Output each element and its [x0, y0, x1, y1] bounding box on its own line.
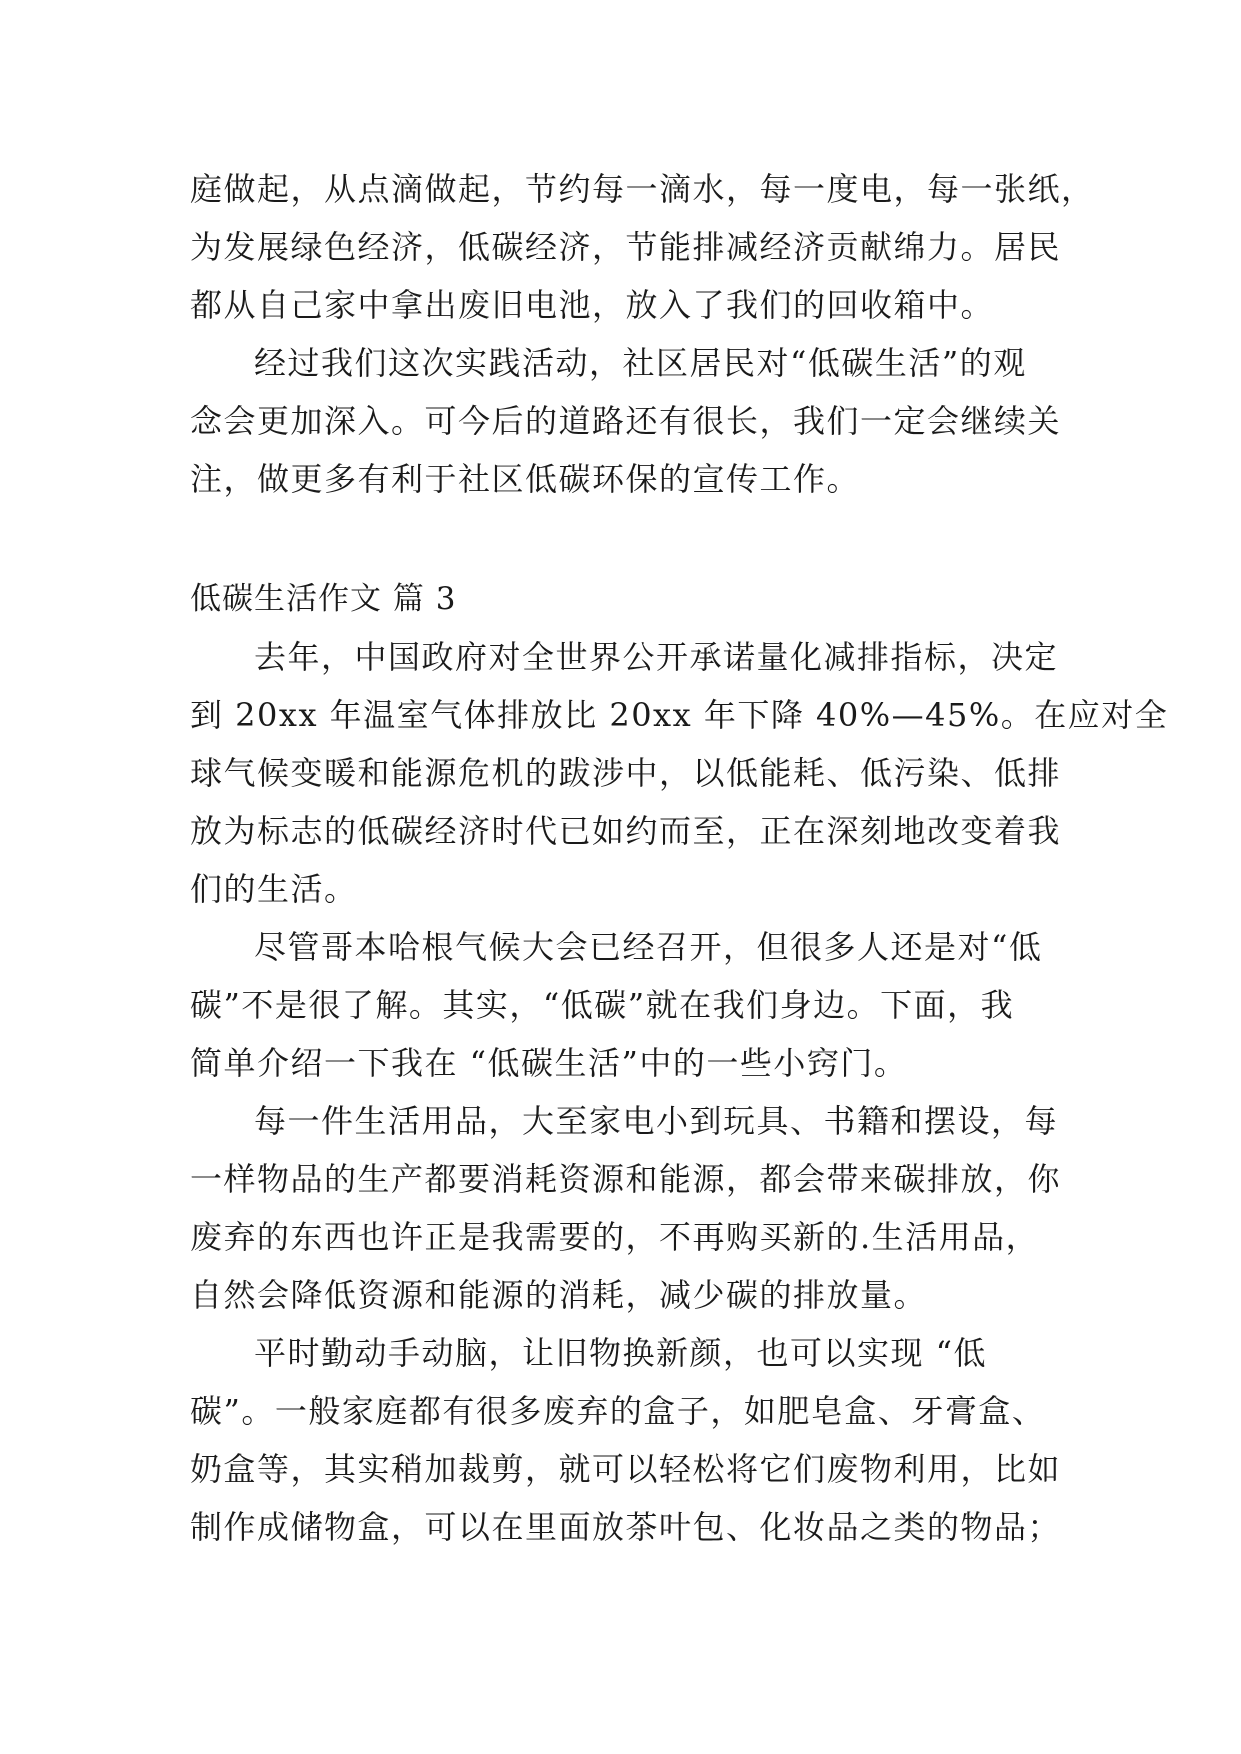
text-line: 简单介绍一下我在 “低碳生活”中的一些小窍门。 — [190, 1044, 908, 1082]
text-line: 们的生活。 — [190, 870, 358, 908]
text-line: 都从自己家中拿出废旧电池，放入了我们的回收箱中。 — [190, 286, 995, 324]
section-heading — [190, 570, 1050, 628]
text-line: 庭做起，从点滴做起，节约每一滴水，每一度电，每一张纸， — [190, 170, 1095, 208]
paragraph-4 — [190, 918, 1050, 1092]
text-line: 球气候变暖和能源危机的跋涉中，以低能耗、低污染、低排 — [190, 754, 1062, 792]
text-line: 碳”不是很了解。其实，“低碳”就在我们身边。下面，我 — [190, 986, 1015, 1024]
text-line: 废弃的东西也许正是我需要的，不再购买新的.生活用品， — [190, 1218, 1040, 1256]
text-line: 平时勤动手动脑，让旧物换新颜，也可以实现 “低 — [254, 1334, 988, 1372]
text-line: 自然会降低资源和能源的消耗，减少碳的排放量。 — [190, 1276, 928, 1314]
text-line: 念会更加深入。可今后的道路还有很长，我们一定会继续关 — [190, 402, 1062, 440]
text-line: 每一件生活用品，大至家电小到玩具、书籍和摆设，每 — [254, 1102, 1059, 1140]
text-line: 放为标志的低碳经济时代已如约而至，正在深刻地改变着我 — [190, 812, 1062, 850]
document-body — [190, 160, 1169, 1556]
text-line: 到 20xx 年温室气体排放比 20xx 年下降 40%—45%。在应对全 — [190, 696, 1169, 734]
text-line: 一样物品的生产都要消耗资源和能源，都会带来碳排放，你 — [190, 1160, 1062, 1198]
text-line: 制作成储物盒，可以在里面放茶叶包、化妆品之类的物品； — [190, 1508, 1062, 1546]
text-line: 碳”。一般家庭都有很多废弃的盒子，如肥皂盒、牙膏盒、 — [190, 1392, 1046, 1430]
text-line: 尽管哥本哈根气候大会已经召开，但很多人还是对“低 — [254, 928, 1043, 966]
paragraph-1 — [190, 160, 1095, 334]
paragraph-3 — [190, 628, 1169, 918]
text-line: 为发展绿色经济，低碳经济，节能排减经济贡献绵力。居民 — [190, 228, 1062, 266]
section-heading-text: 低碳生活作文 篇 3 — [190, 581, 457, 617]
text-line: 去年，中国政府对全世界公开承诺量化减排指标，决定 — [254, 638, 1059, 676]
text-line: 经过我们这次实践活动，社区居民对“低碳生活”的观 — [254, 344, 1027, 382]
text-line: 注，做更多有利于社区低碳环保的宣传工作。 — [190, 460, 861, 498]
text-line: 奶盒等，其实稍加裁剪，就可以轻松将它们废物利用，比如 — [190, 1450, 1062, 1488]
paragraph-6 — [190, 1324, 1062, 1556]
paragraph-2 — [190, 334, 1062, 508]
paragraph-5 — [190, 1092, 1062, 1324]
